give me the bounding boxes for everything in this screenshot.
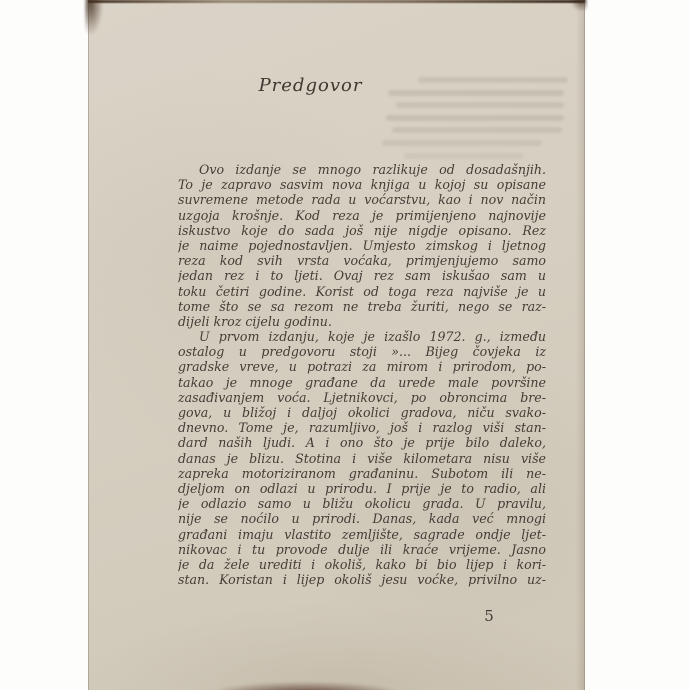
- bleed-through-ghost-lines: [382, 77, 568, 165]
- book-page: [88, 0, 585, 690]
- text-line: građani imaju vlastito zemljište, sagrade ondje ljet-: [178, 526, 546, 542]
- text-line: zasađivanjem voća. Ljetnikovci, po obroncima bre-: [178, 389, 546, 405]
- chapter-title: Predgovor: [258, 75, 363, 96]
- text-line: jedan rez i to ljeti. Ovaj rez sam iskušao sam u: [178, 268, 546, 284]
- text-line: uzgoja krošnje. Kod reza je primijenjeno najnovije: [178, 207, 546, 223]
- text-line: takao je mnoge građane da urede male površine: [178, 374, 546, 390]
- text-line: zapreka motoriziranom građaninu. Subotom ili ne-: [178, 465, 546, 481]
- text-line: je naime pojednostavljen. Umjesto zimskog i ljetnog: [178, 237, 546, 253]
- page-right-edge-shadow: [576, 0, 585, 690]
- text-line: reza kod svih vrsta voćaka, primjenjujemo samo: [178, 253, 546, 269]
- text-line: Ovo izdanje se mnogo razlikuje od dosadašnjih.: [199, 162, 546, 177]
- ghost-line: [388, 90, 564, 96]
- ghost-line: [382, 140, 542, 146]
- text-line: dnevno. Tome je, razumljivo, još i razlog viši stan-: [178, 420, 546, 436]
- text-line: gradske vreve, u potrazi za mirom i prirodom, po-: [178, 359, 546, 375]
- text-line: nikovac i tu provode dulje ili kraće vrijeme. Jasno: [178, 541, 546, 557]
- ghost-line: [418, 77, 568, 83]
- text-line: tome što se sa rezom ne treba žuriti, nego se raz-: [178, 298, 546, 314]
- ghost-line: [392, 127, 562, 133]
- text-line: je odlazio samo u bližu okolicu grada. U pravilu,: [178, 496, 546, 512]
- page-top-edge-shadow: [88, 0, 585, 3]
- text-line: danas je blizu. Stotina i više kilometara nisu više: [178, 450, 546, 466]
- text-line: U prvom izdanju, koje je izašlo 1972. g., između: [199, 329, 546, 345]
- text-line: iskustvo koje do sada još nije nigdje opisano. Rez: [178, 222, 546, 238]
- text-line: ostalog u predgovoru stoji »... Bijeg čovjeka iz: [178, 344, 546, 360]
- ghost-line: [396, 102, 564, 108]
- text-line: nije se noćilo u prirodi. Danas, kada već mnogi: [178, 511, 546, 527]
- text-line: toku četiri godine. Korist od toga reza najviše je u: [178, 283, 546, 299]
- text-line: dard naših ljudi. A i ono što je prije bilo daleko,: [178, 435, 546, 451]
- body-text: [178, 162, 546, 587]
- page-number: 5: [484, 607, 494, 625]
- ghost-line: [386, 115, 564, 121]
- text-line: gova, u bližoj i daljoj okolici gradova, niču svako-: [178, 405, 546, 420]
- text-line: To je zapravo sasvim nova knjiga u kojoj su opisane: [178, 177, 546, 193]
- text-line: stan. Koristan i lijep okoliš jesu voćke, privilno uz-: [178, 572, 546, 588]
- text-line: djeljom on odlazi u prirodu. I prije je to radio, ali: [178, 480, 546, 496]
- ghost-line: [404, 153, 524, 159]
- page-corner-smudge-left: [85, 0, 103, 35]
- text-line: dijeli kroz cijelu godinu.: [178, 313, 332, 329]
- text-line: je da žele urediti i okoliš, kako bi bio lijep i kori-: [178, 556, 546, 572]
- page-bottom-edge-shadow: [206, 682, 406, 690]
- text-line: suvremene metode rada u voćarstvu, kao i nov način: [178, 192, 546, 208]
